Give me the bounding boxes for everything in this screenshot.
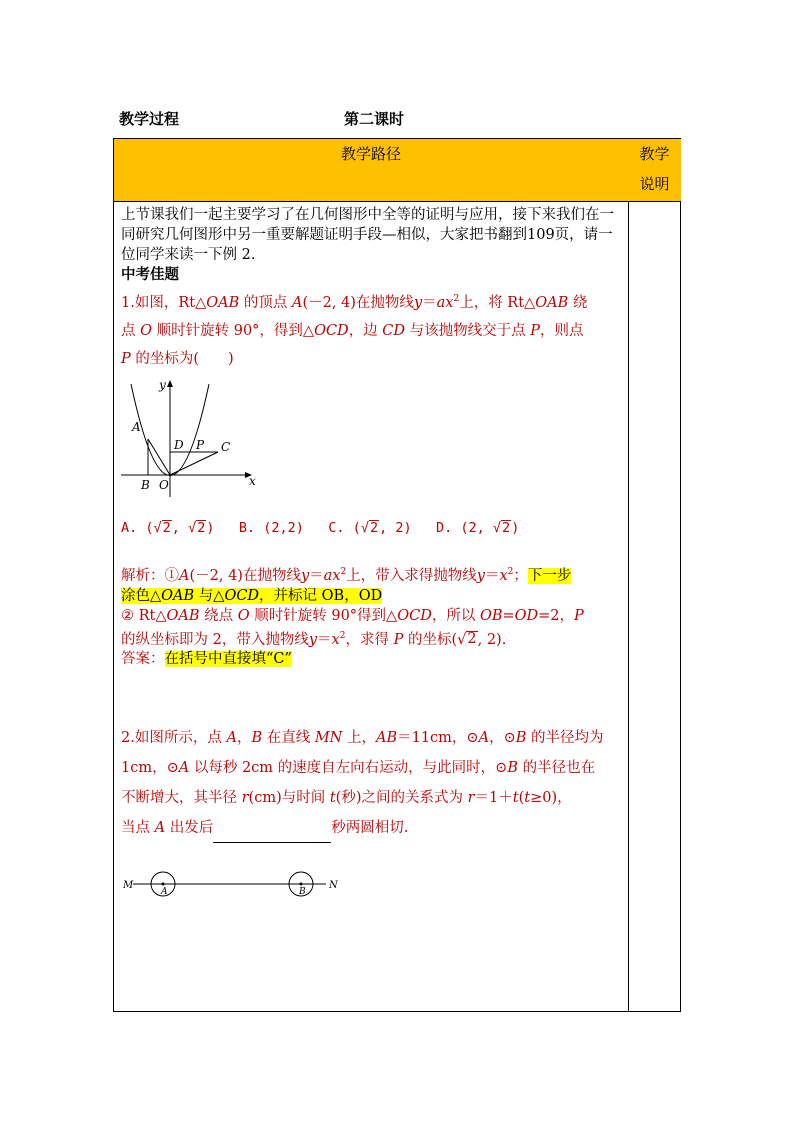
label-circle-B: B: [299, 887, 306, 898]
notes-column-header: [628, 139, 681, 202]
y-axis-arrow: [167, 380, 173, 387]
label-M: M: [123, 880, 134, 892]
label-D: D: [174, 437, 184, 452]
segment-OC: [170, 452, 218, 475]
center-A: [162, 883, 165, 886]
highlight-next-step: 下一步: [527, 567, 572, 584]
option-c: C. (√2, 2): [328, 519, 412, 536]
analysis: [121, 562, 623, 670]
answer-blank[interactable]: [213, 824, 331, 843]
q1-line-1: 1.如图，Rt△OAB 的顶点 A(－2, 4)在抛物线$y=ax^2$上，将 Rt△OAB 绕: [121, 294, 588, 311]
main-content: [121, 205, 623, 909]
label-C: C: [221, 439, 231, 454]
notes-column: [628, 139, 681, 1011]
analysis-line-3: ② Rt△OAB 绕点 O 顺时针旋转 90°得到△OCD，所以 OB=OD=2，P: [121, 607, 584, 624]
analysis-line-4: 的纵坐标即为 2，带入抛物线$y=x^2$，求得 P 的坐标(√2, 2).: [121, 630, 507, 648]
circles-figure: [121, 869, 351, 909]
analysis-line-2: 涂色△OAB 与△OCD，并标记 OB，OD: [121, 587, 383, 604]
analysis-line-1: 解析：①A(－2, 4)在抛物线$y=ax^2$上，带入求得抛物线$y=x^2$；下一步: [121, 566, 572, 584]
main-header-label: 教学路径: [340, 145, 401, 163]
center-B: [300, 883, 303, 886]
answer-line: 答案：在括号中直接填“C”: [121, 651, 292, 668]
q1-line-2: 点 O 顺时针旋转 90°，得到△OCD，边 CD 与该抛物线交于点 P，则点: [121, 322, 584, 339]
segment-OA: [148, 439, 170, 475]
label-B: B: [141, 477, 150, 492]
option-d: D. (2, √2): [436, 519, 520, 536]
label-circle-A: A: [161, 887, 168, 898]
q2-line-1: 2.如图所示，点 A，B 在直线 MN 上，AB＝11cm，⊙A，⊙B 的半径均为: [121, 730, 604, 747]
notes-header-line-2: 说明: [639, 175, 670, 193]
main-column-header: [114, 139, 628, 202]
main-column: [114, 139, 629, 1011]
question-1: [121, 285, 623, 373]
q2-line-3: 不断增大，其半径 r(cm)与时间 t(秒)之间的关系式为 r＝1＋t(t≥0)，: [121, 790, 572, 807]
parabola-figure: [121, 379, 271, 504]
label-A: A: [132, 419, 141, 434]
label-x: x: [249, 473, 256, 488]
lesson-table: [113, 138, 681, 1012]
intro-paragraph: 上节课我们一起主要学习了在几何图形中全等的证明与应用，接下来我们在一同研究几何图形中另一重要解题证明手段—相似，大家把书翻到109页，请一位同学来读一下例 2.: [121, 207, 614, 263]
label-N: N: [329, 880, 338, 892]
answer-highlight: 在括号中直接填“C”: [164, 651, 292, 668]
option-b: B. (2,2): [238, 519, 304, 536]
notes-header-line-1: 教学: [639, 145, 670, 163]
lesson-title: 第二课时: [344, 110, 405, 128]
section-title-process: 教学过程: [119, 110, 180, 128]
question-2: [121, 723, 623, 843]
label-y: y: [159, 378, 166, 392]
q2-line-4: 当点 A 出发后 秒两圆相切.: [121, 813, 623, 843]
label-P: P: [196, 437, 205, 452]
q1-line-3: P 的坐标为( ): [121, 350, 234, 367]
section-heading: 中考佳题: [121, 266, 179, 283]
answer-options: [121, 518, 623, 538]
option-a: A. (√2, √2): [121, 519, 215, 536]
q2-line-2: 1cm，⊙A 以每秒 2cm 的速度自左向右运动，与此同时，⊙B 的半径也在: [121, 760, 596, 777]
label-O: O: [159, 477, 169, 492]
